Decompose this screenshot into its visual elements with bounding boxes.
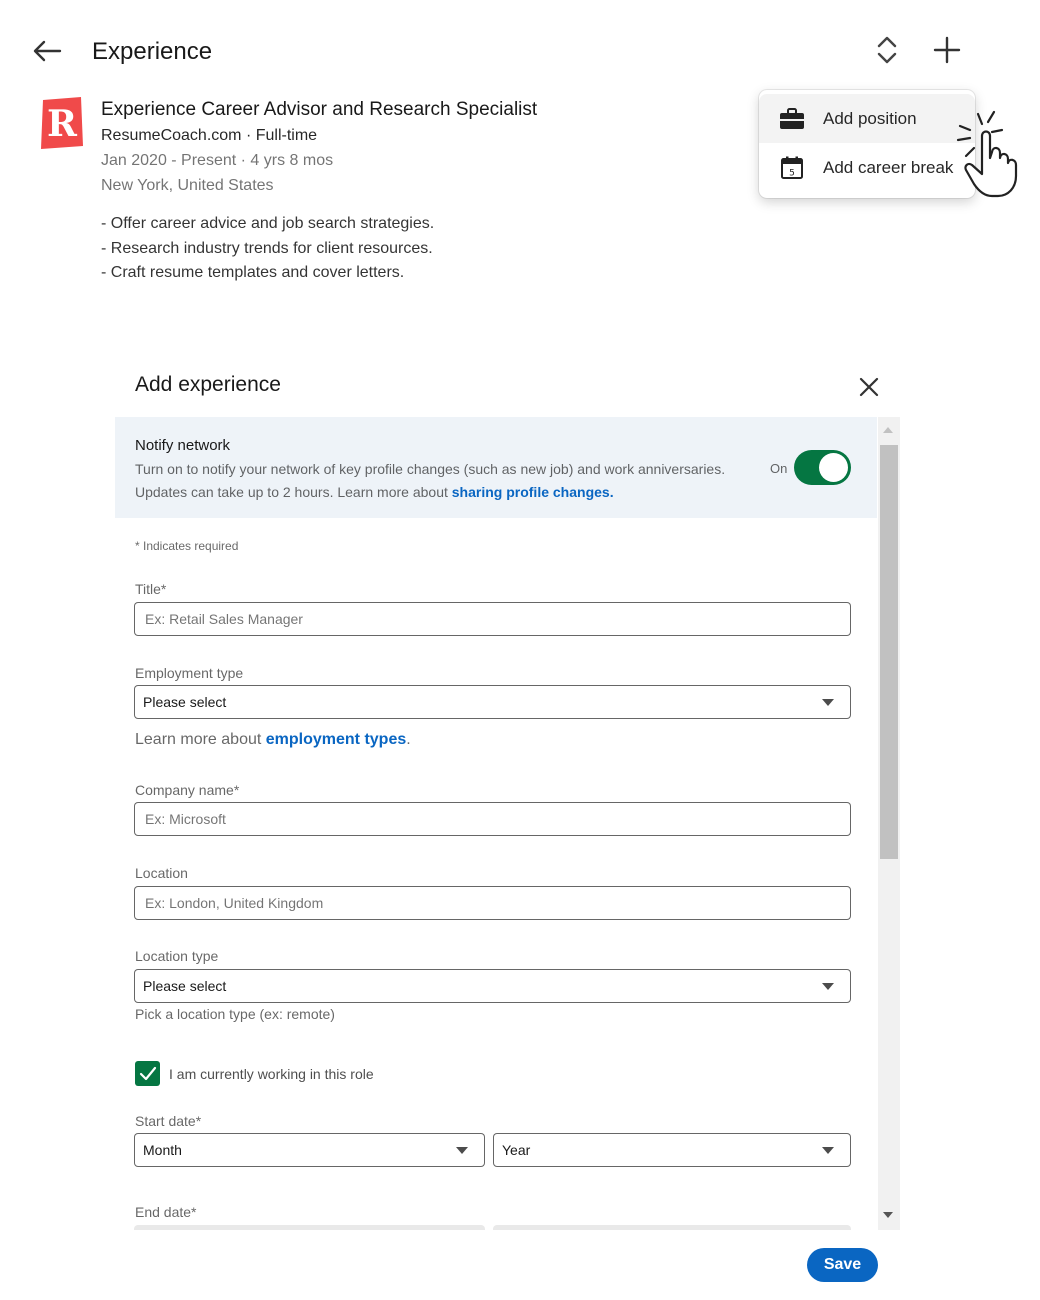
experience-entry [101,98,741,286]
modal-title: Add experience [135,373,281,396]
location-input[interactable] [134,886,851,920]
modal-content [115,417,877,1230]
select-value: Please select [143,978,227,994]
modal-scrollbar[interactable] [878,417,900,1230]
select-value: Please select [143,694,227,710]
company-name-input[interactable] [134,802,851,836]
menu-item-label: Add career break [823,157,954,177]
checkmark-icon [139,1066,157,1082]
required-note: * Indicates required [135,539,239,553]
plus-icon [933,36,961,64]
sharing-profile-changes-link[interactable]: sharing profile changes [451,484,610,500]
menu-item-add-career-break[interactable] [759,143,975,192]
close-icon [859,377,879,397]
experience-dates: Jan 2020 - Present · 4 yrs 8 mos [101,152,334,169]
location-type-helper: Pick a location type (ex: remote) [135,1006,335,1022]
experience-title: Experience Career Advisor and Research Specialist [101,99,538,120]
chevron-down-icon [456,1147,468,1154]
menu-item-add-position[interactable] [759,94,975,143]
end-year-select[interactable] [493,1225,851,1230]
back-arrow-button[interactable] [30,34,64,68]
employment-types-hint: Learn more about employment types. [135,731,411,748]
notify-network-toggle[interactable] [794,450,851,485]
save-button[interactable]: Save [807,1248,878,1282]
modal-body[interactable] [115,417,900,1230]
description-line: - Research industry trends for client resources. [101,239,433,257]
scroll-up-arrow-icon[interactable] [883,427,893,433]
company-name-label: Company name* [135,782,240,798]
pointer-cursor-icon [952,108,1032,200]
select-value: Month [143,1142,182,1158]
description-line: - Craft resume templates and cover letters. [101,264,405,281]
experience-location: New York, United States [101,177,274,194]
employment-type-label: Employment type [135,665,244,681]
close-button[interactable] [852,370,886,404]
notify-description: Turn on to notify your network of key profile changes (such as new job) and work anniversaries. Updates can take up to 2 hours. Learn more about sharing profile changes. [135,461,726,500]
toggle-knob [819,453,848,482]
end-month-select[interactable] [134,1225,485,1230]
scroll-down-arrow-icon[interactable] [883,1212,893,1218]
chevron-down-icon [822,699,834,706]
start-year-select[interactable] [493,1133,851,1167]
arrow-left-icon [32,39,62,63]
briefcase-icon [779,106,805,132]
start-date-label: Start date* [135,1113,202,1129]
svg-text:5: 5 [789,168,795,178]
start-month-select[interactable] [134,1133,485,1167]
end-date-label: End date* [135,1204,197,1220]
employment-types-link[interactable]: employment types [265,731,407,748]
reorder-button[interactable] [870,33,904,67]
scrollbar-thumb[interactable] [880,445,898,859]
chevron-down-icon [822,983,834,990]
select-value: Year [502,1142,531,1158]
currently-working-checkbox[interactable] [135,1061,160,1086]
page-title: Experience [92,38,213,65]
company-logo [40,96,84,150]
experience-company: ResumeCoach.com · Full-time [101,127,318,144]
experience-description [101,212,741,286]
chevron-up-down-icon [875,35,899,65]
notify-network-banner [115,417,877,518]
toggle-state-label: On [770,461,788,476]
chevron-down-icon [822,1147,834,1154]
menu-item-label: Add position [823,108,917,128]
svg-text:R: R [47,103,77,145]
location-type-select[interactable] [134,969,851,1003]
location-label: Location [135,865,188,881]
add-button[interactable] [928,31,966,69]
calendar-icon [779,155,805,181]
add-menu [759,90,975,198]
currently-working-label: I am currently working in this role [169,1066,374,1082]
description-line: - Offer career advice and job search strategies. [101,215,435,232]
title-input[interactable] [134,602,851,636]
notify-title: Notify network [135,437,231,454]
location-type-label: Location type [135,948,219,964]
employment-type-select[interactable] [134,685,851,719]
title-label: Title* [135,581,167,597]
